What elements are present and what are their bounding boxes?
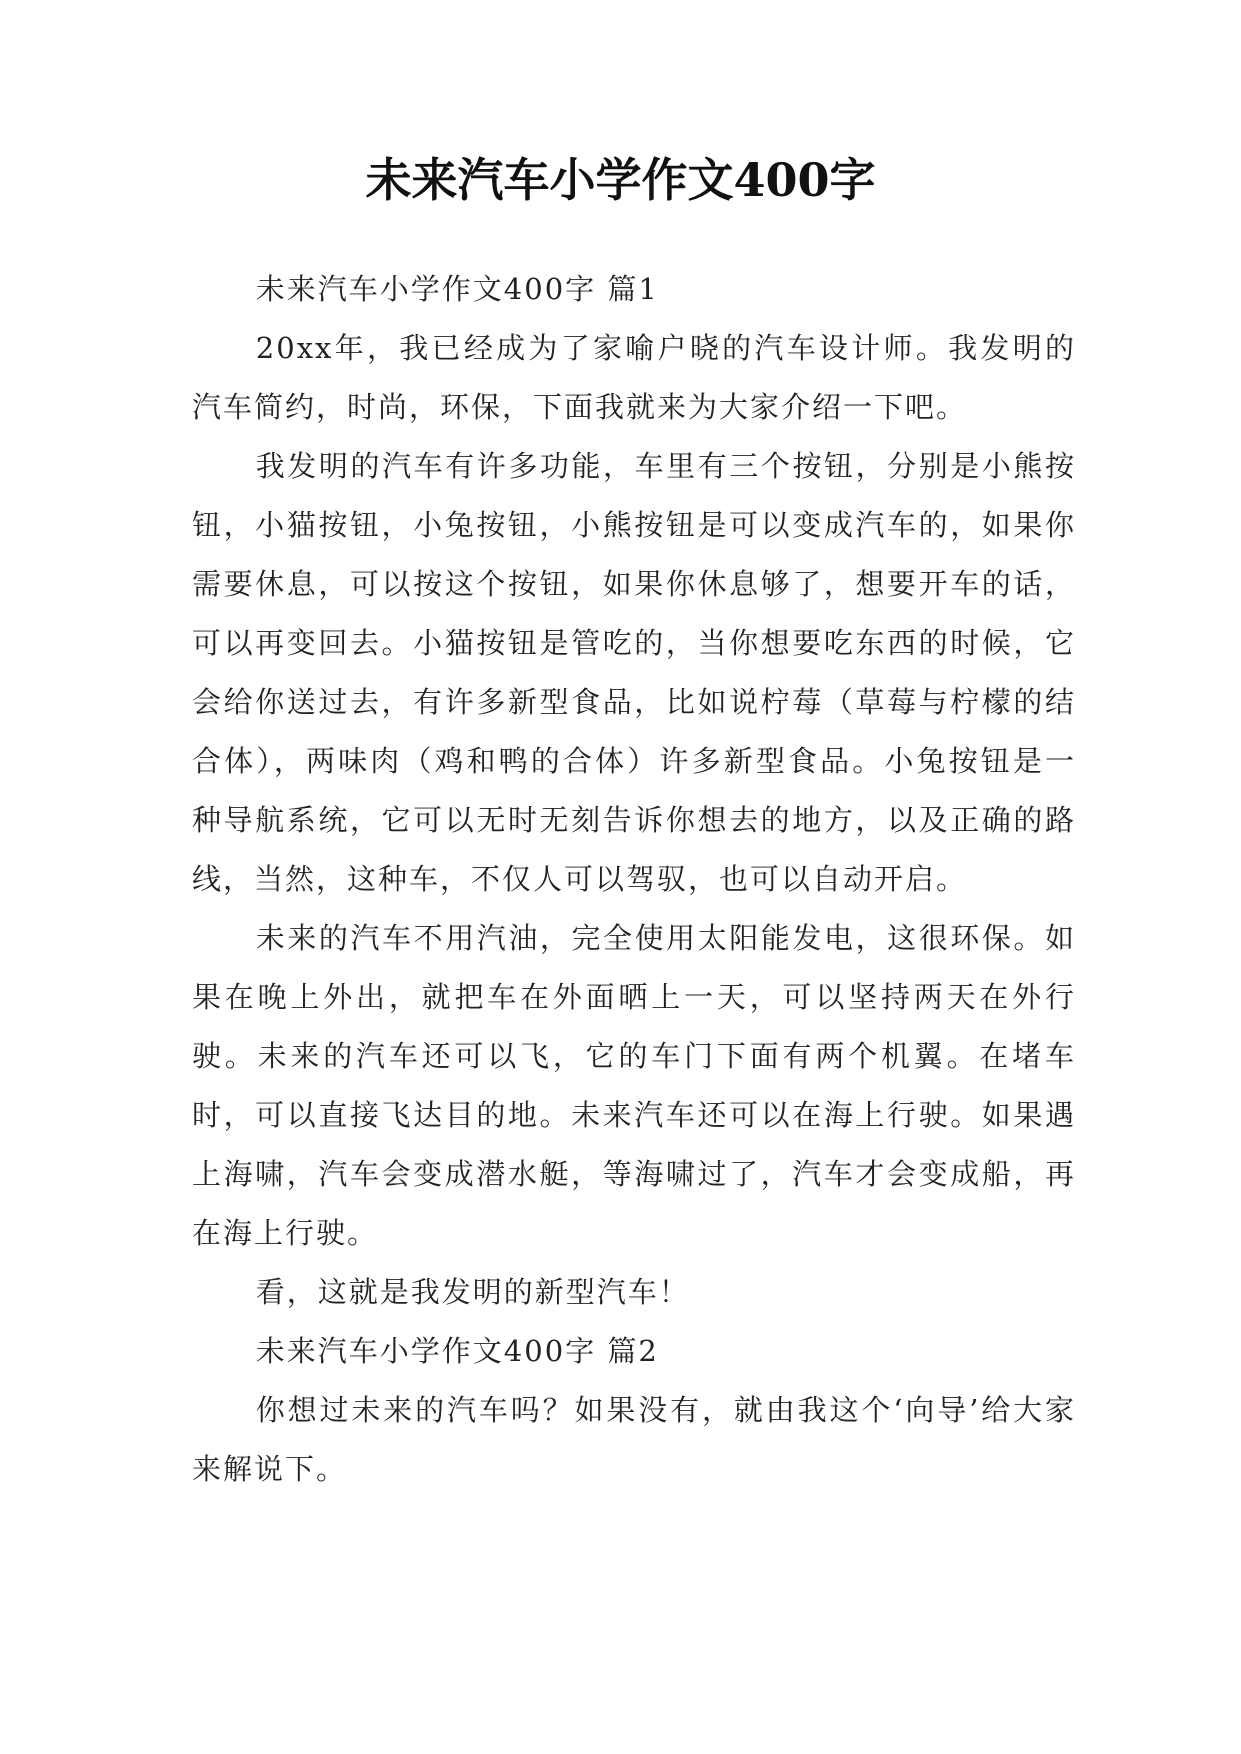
section-heading-2: 未来汽车小学作文400字 篇2: [255, 1334, 659, 1368]
paragraph-conclusion: 看，这就是我发明的新型汽车！: [255, 1275, 690, 1309]
section-heading-1: 未来汽车小学作文400字 篇1: [255, 272, 659, 306]
paragraph-intro: 20xx年，我已经成为了家喻户晓的汽车设计师。我发明的汽车简约，时尚，环保，下面我就来为大家介绍一下吧。: [192, 331, 1076, 424]
paragraph-buttons: 我发明的汽车有许多功能，车里有三个按钮，分别是小熊按钮，小猫按钮，小兔按钮，小熊按钮是可以变成汽车的，如果你需要休息，可以按这个按钮，如果你休息够了，想要开车的话，可以再变回去。小猫按钮是管吃的，当你想要吃东西的时候，它会给你送过去，有许多新型食品，比如说柠莓（草莓与柠檬的结合体），两味肉（鸡和鸭的合体）许多新型食品。小兔按钮是一种导航系统，它可以无时无刻告诉你想去的地方，以及正确的路线，当然，这种车，不仅人可以驾驭，也可以自动开启。: [192, 449, 1076, 896]
paragraph-solar: 未来的汽车不用汽油，完全使用太阳能发电，这很环保。如果在晚上外出，就把车在外面晒上一天，可以坚持两天在外行驶。未来的汽车还可以飞，它的车门下面有两个机翼。在堵车时，可以直接飞达目的地。未来汽车还可以在海上行驶。如果遇上海啸，汽车会变成潜水艇，等海啸过了，汽车才会变成船，再在海上行驶。: [192, 921, 1076, 1250]
paragraph-guide: 你想过未来的汽车吗？如果没有，就由我这个‘向导’给大家来解说下。: [192, 1393, 1076, 1486]
document-title: 未来汽车小学作文400字: [365, 153, 876, 207]
document-body: [192, 260, 1076, 1499]
